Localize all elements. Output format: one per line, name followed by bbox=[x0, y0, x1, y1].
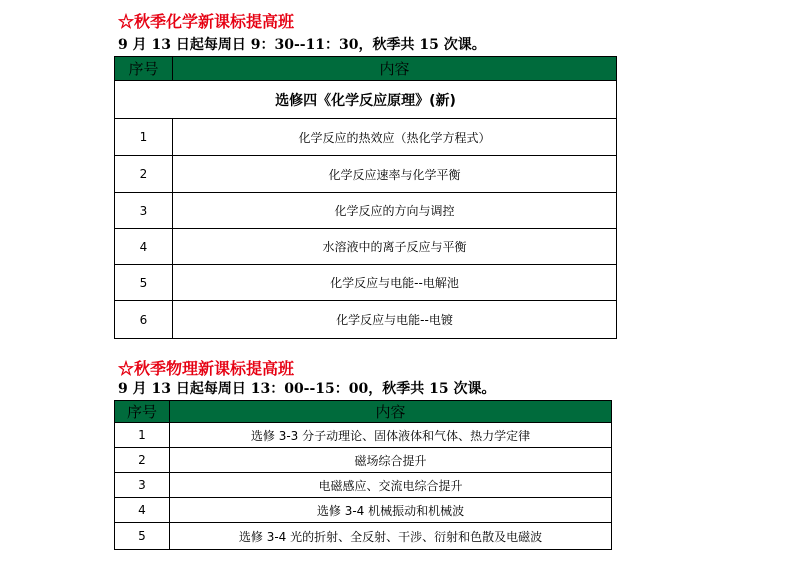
physics-title: ☆秋季物理新课标提高班 bbox=[118, 359, 295, 378]
chemistry-subheading: 选修四《化学反应原理》(新) bbox=[115, 81, 617, 119]
row-content: 电磁感应、交流电综合提升 bbox=[170, 473, 612, 498]
row-content: 选修 3-3 分子动理论、固体液体和气体、热力学定律 bbox=[170, 423, 612, 448]
row-content: 选修 3-4 机械振动和机械波 bbox=[170, 498, 612, 523]
table-row bbox=[115, 119, 617, 156]
header-no: 序号 bbox=[115, 57, 173, 81]
table-row bbox=[115, 229, 617, 265]
row-no: 1 bbox=[115, 119, 173, 156]
table-row bbox=[115, 156, 617, 193]
table-row bbox=[115, 498, 612, 523]
row-content: 水溶液中的离子反应与平衡 bbox=[173, 229, 617, 265]
physics-header-row bbox=[115, 401, 612, 423]
row-content: 磁场综合提升 bbox=[170, 448, 612, 473]
row-content: 化学反应与电能--电解池 bbox=[173, 265, 617, 301]
table-row bbox=[115, 448, 612, 473]
row-no: 3 bbox=[115, 473, 170, 498]
chemistry-schedule: 9 月 13 日起每周日 9：30--11：30，秋季共 15 次课。 bbox=[118, 37, 486, 53]
row-content: 化学反应的热效应（热化学方程式） bbox=[173, 119, 617, 156]
header-content: 内容 bbox=[173, 57, 617, 81]
table-row bbox=[115, 265, 617, 301]
table-row bbox=[115, 193, 617, 229]
row-no: 6 bbox=[115, 301, 173, 339]
row-no: 2 bbox=[115, 448, 170, 473]
chemistry-title: ☆秋季化学新课标提高班 bbox=[118, 12, 295, 31]
table-row bbox=[115, 473, 612, 498]
header-content: 内容 bbox=[170, 401, 612, 423]
row-content: 化学反应速率与化学平衡 bbox=[173, 156, 617, 193]
row-no: 4 bbox=[115, 498, 170, 523]
row-no: 2 bbox=[115, 156, 173, 193]
physics-schedule: 9 月 13 日起每周日 13：00--15：00，秋季共 15 次课。 bbox=[118, 381, 496, 397]
header-no: 序号 bbox=[115, 401, 170, 423]
chemistry-header-row bbox=[115, 57, 617, 81]
row-no: 1 bbox=[115, 423, 170, 448]
row-no: 5 bbox=[115, 523, 170, 550]
physics-table bbox=[114, 400, 612, 550]
table-row bbox=[115, 423, 612, 448]
chemistry-table bbox=[114, 56, 617, 339]
row-content: 化学反应的方向与调控 bbox=[173, 193, 617, 229]
row-content: 选修 3-4 光的折射、全反射、干涉、衍射和色散及电磁波 bbox=[170, 523, 612, 550]
row-no: 3 bbox=[115, 193, 173, 229]
row-no: 4 bbox=[115, 229, 173, 265]
chemistry-subheading-row bbox=[115, 81, 617, 119]
table-row bbox=[115, 301, 617, 339]
row-content: 化学反应与电能--电镀 bbox=[173, 301, 617, 339]
row-no: 5 bbox=[115, 265, 173, 301]
table-row bbox=[115, 523, 612, 550]
